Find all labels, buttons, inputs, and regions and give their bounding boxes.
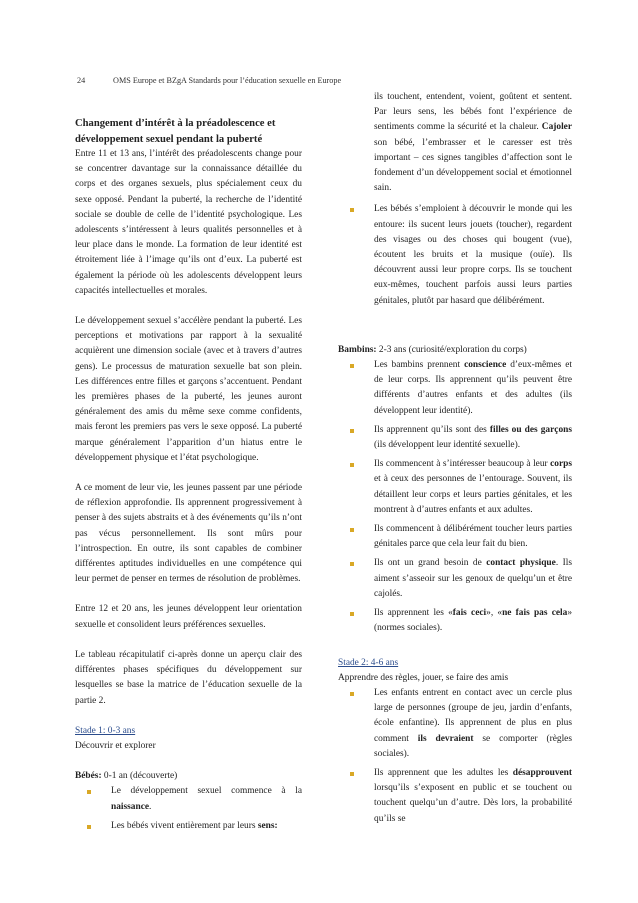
- list-item: Ils commencent à délibérément toucher leurs parties génitales parce que cela leur fait du bien.: [338, 522, 572, 552]
- list-item: Les enfants entrent en contact avec un cercle plus large de personnes (groupe de jeu, jardin d’enfants, école enfantine). Ils apprennent de plus en plus comment ils devraient se comporter (règles sociales).: [338, 686, 572, 762]
- paragraph-4: Entre 12 et 20 ans, les jeunes développent leur orientation sexuelle et consolident leurs préférences sexuelles.: [75, 604, 302, 630]
- paragraph-3: A ce moment de leur vie, les jeunes passent par une période de réflexion approfondie. Ils apprennent progressivement à penser à des sujets abstraits et à des événements qu’ils n’ont pas vécus personnellement. Ils sont mûrs pour l’introspection. En outre, ils sont capables de combiner différentes aptitudes individuelles en une compétence qui leur permet de penser en termes de résolution de problèmes.: [75, 483, 302, 585]
- bambins-label: Bambins:: [338, 344, 377, 355]
- stage-2-list: [338, 686, 572, 827]
- bullet-icon: [350, 429, 354, 433]
- bullet-icon: [87, 790, 91, 794]
- bebes-list-continued: [338, 202, 572, 308]
- stage-2-subtitle: Apprendre des règles, jouer, se faire des amis: [338, 672, 509, 683]
- list-item: Ils apprennent les «fais ceci», «ne fais pas cela» (normes sociales).: [338, 606, 572, 636]
- section-heading: Changement d’intérêt à la préadolescence et développement sexuel pendant la puberté: [75, 118, 276, 145]
- paragraph-2: Le développement sexuel s’accélère pendant la puberté. Les perceptions et motivations par rapport à la sexualité acquièrent une dimension sociale (avec et à travers d’autres gens). Le processus de maturation sexuelle bat son plein. Les différences entre filles et garçons s’accentuent. Pendant les premières phases de la puberté, les jeunes auront généralement des amis du même sexe comme confidents, mais feront les premiers pas vers le sexe opposé. La puberté marque généralement l’apparition d’un hiatus entre le développement physique et l’état psychologique.: [75, 316, 302, 463]
- list-item: Le développement sexuel commence à la naissance.: [75, 784, 302, 814]
- bullet-icon: [350, 612, 354, 616]
- bullet-icon: [350, 364, 354, 368]
- list-item: Ils apprennent qu’ils sont des filles ou des garçons (ils développent leur identité sexuelle).: [338, 423, 572, 453]
- paragraph-1: Entre 11 et 13 ans, l’intérêt des préadolescents change pour se concentrer davantage sur la connaissance détaillée du corps et des organes sexuels, plus spécialement ceux du sexe opposé. Pendant la puberté, la recherche de l’identité sociale se double de celle de l’identité psychologique. Les adolescents s’intéressent à leurs qualités personnelles et à leur place dans le monde. La formation de leur identité est étroitement liée à l’image qu’ils ont d’eux. La puberté est également la période où les adolescents développent leurs capacités intellectuelles et morales.: [75, 149, 302, 296]
- bebes-label: Bébés:: [75, 771, 102, 782]
- left-column: [75, 116, 302, 838]
- page-number: 24: [77, 76, 86, 85]
- bambins-text: 2-3 ans (curiosité/exploration du corps): [376, 344, 527, 355]
- bebes-line: [75, 769, 302, 784]
- list-item: Les bébés vivent entièrement par leurs sens:: [75, 819, 302, 834]
- stage-1-subtitle: Découvrir et explorer: [75, 740, 156, 751]
- bebes-list: [75, 784, 302, 834]
- bullet-icon: [350, 528, 354, 532]
- page-header: [77, 76, 341, 85]
- stage-1-title: Stade 1: 0-3 ans: [75, 725, 136, 736]
- bullet-icon: [350, 562, 354, 566]
- bullet-icon: [350, 463, 354, 467]
- bullet-icon: [350, 772, 354, 776]
- right-column: [338, 90, 572, 831]
- bullet-icon: [87, 825, 91, 829]
- running-title: OMS Europe et BZgA Standards pour l’éducation sexuelle en Europe: [113, 76, 342, 85]
- bambins-line: [338, 343, 572, 358]
- bambins-list: [338, 358, 572, 636]
- list-item: Ils ont un grand besoin de contact physique. Ils aiment s’asseoir sur les genoux de quelqu’un et être cajolés.: [338, 556, 572, 602]
- stage-2-title: Stade 2: 4-6 ans: [338, 657, 399, 668]
- list-item-continuation: ils touchent, entendent, voient, goûtent et sentent. Par leurs sens, les bébés font l’expérience de sentiments comme la sécurité et la chaleur. Cajoler son bébé, l’embrasser et le caresser est très important – ces signes tangibles d’affection sont le fondement d’un développement social et émotionnel sain.: [374, 92, 572, 194]
- list-item: Les bambins prennent conscience d’eux-mêmes et de leur corps. Ils apprennent qu’ils peuvent être différents d’autres enfants et des adultes (ils développent leur identité).: [338, 358, 572, 419]
- paragraph-5: Le tableau récapitulatif ci-après donne un aperçu clair des différentes phases spécifiques du développement sur lesquelles se base la matrice de l’éducation sexuelle de la partie 2.: [75, 649, 302, 706]
- bullet-icon: [350, 208, 354, 212]
- list-item: Les bébés s’emploient à découvrir le monde qui les entoure: ils sucent leurs jouets (toucher), regardent des visages ou des choses qui bougent (vue), écoutent les bruits et la musique (ouïe). Ils découvrent aussi leur propre corps. Ils se touchent eux-mêmes, touchent parfois aussi leurs parties génitales, plutôt par hasard que délibérément.: [338, 202, 572, 308]
- list-item: Ils apprennent que les adultes les désapprouvent lorsqu’ils s’exposent en public et se touchent ou touchent quelqu’un d’autre. Dès lors, la probabilité qu’ils se: [338, 766, 572, 827]
- bullet-icon: [350, 692, 354, 696]
- bebes-text: 0-1 an (découverte): [101, 771, 178, 782]
- list-item: Ils commencent à s’intéresser beaucoup à leur corps et à ceux des personnes de l’entourage. Souvent, ils détaillent leur corps et leurs parties génitales, et les montrent à d’autres enfants et aux adultes.: [338, 457, 572, 518]
